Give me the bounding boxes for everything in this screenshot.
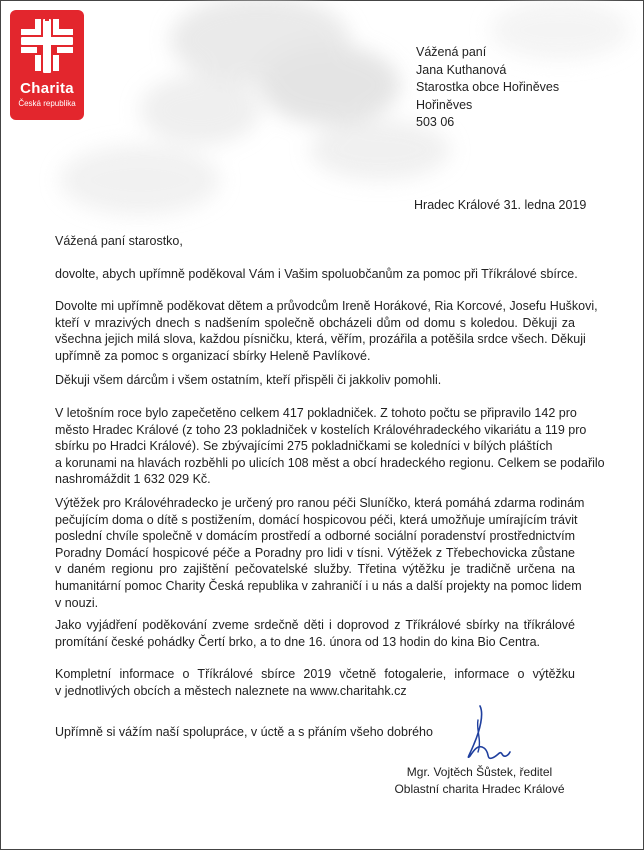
logo-subtitle: Česká republika (18, 99, 76, 108)
letter-date: Hradec Králové 31. ledna 2019 (414, 198, 587, 212)
paragraph-closing: Upřímně si vážím naší spolupráce, v úctě a s přáním všeho dobrého (55, 725, 433, 739)
paragraph-info-link: Kompletní informace o Tříkrálové sbírce 2019 včetně fotogalerie, informace o výtěžku v jednotlivých obcích a městech naleznete na www.charitahk.cz (55, 667, 575, 698)
paragraph-thanks: dovolte, abych upřímně poděkoval Vám i Vašim spoluobčanům za pomoc při Tříkrálové sbírce. (55, 267, 578, 281)
recipient-line: Jana Kuthanová (416, 62, 507, 77)
logo-name: Charita (20, 80, 74, 97)
signatory-organization: Oblastní charita Hradec Králové (394, 782, 565, 796)
handwritten-signature (440, 700, 520, 770)
recipient-line: Vážená paní (416, 45, 487, 59)
paragraph-proceeds-use: Výtěžek pro Královéhradecko je určený pro ranou péči Sluníčko, která pomáhá zdarma rodinám pečujícím doma o dítě s postižením, domácí hospicovou péči, která umožňuje umírajícím trávit poslední chvíle společně v domácím prostředí a odborné sociální poradenství prostřednictvím Poradny Domácí hospicové péče a Poradny pro lidi v tísni. Výtěžek z Třebechovicka zůstane v daném regionu pro zajištění pečovatelské služby. Třetina výtěžku je tradičně určena na humanitární pomoc Charity Česká republika v zahraničí i u nás a další projekty na pomoc lidem v nouzi. (55, 496, 585, 610)
recipient-line: 503 06 (416, 115, 455, 129)
recipient-line: Hořiněves (416, 97, 473, 112)
paragraph-volunteers: Dovolte mi upřímně poděkovat dětem a průvodcům Ireně Horákové, Ria Korcové, Josefu Huškovi, kteří v mrazivých dnech s nadšením společně obcházeli dům od domu s koledou. Děkuji za všechna jejich milá slova, každou písničku, která, věřím, prozářila a potěšila srdce všech. Děkuji upřímně za pomoc s organizací sbírky Heleně Pavlíkové. (55, 299, 598, 363)
signatory-name: Mgr. Vojtěch Šůstek, ředitel (406, 765, 553, 779)
recipient-address (416, 44, 559, 132)
paragraph-donors: Děkuji všem dárcům i všem ostatním, kteří přispěli či jakkoliv pomohli. (55, 373, 442, 387)
recipient-line: Starostka obce Hořiněves (416, 80, 560, 94)
paragraph-invitation: Jako vyjádření poděkování zveme srdečně děti i doprovod z Tříkrálové sbírky na tříkrálové promítání české pohádky Čertí brko, a to dne 16. února od 13 hodin do kina Bio Centra. (55, 618, 575, 649)
paragraph-collection-results: V letošním roce bylo zapečetěno celkem 417 pokladniček. Z tohoto počtu se připravilo 142 pro město Hradec Králové (z toho 23 pokladniček v kostelích Královéhradeckého vikariátu a 119 pro sbírku po Hradci Králové). Se zbývajícími 275 pokladničkami se koledníci v bílých pláštích a korunami na hlavách rozběhli po ulicích 108 měst a obcí hradeckého regionu. Celkem se podařilo nashromáždit 1 632 029 Kč. (55, 406, 605, 487)
cross-emblem-icon (17, 15, 77, 77)
signatory (392, 764, 567, 798)
charita-logo (10, 10, 84, 120)
salutation: Vážená paní starostko, (55, 234, 183, 248)
